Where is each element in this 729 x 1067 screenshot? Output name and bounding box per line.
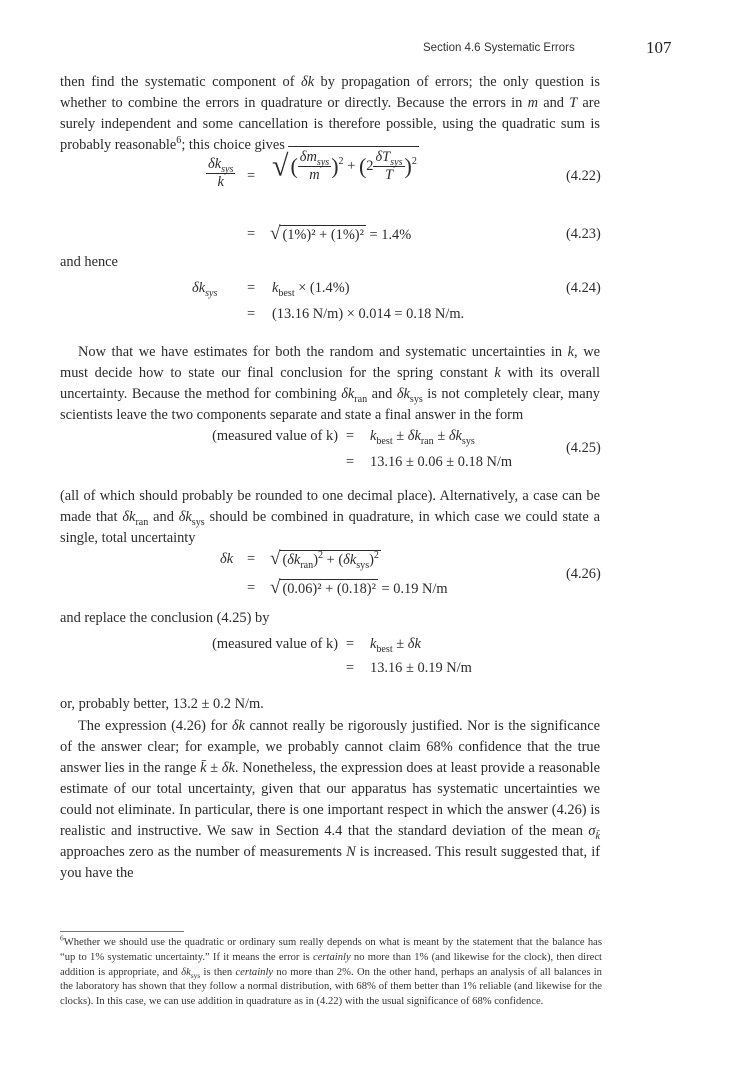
paragraph-intro: then find the systematic component of δk by propagation of errors; the only question is whether to combine the errors in quadrature or directly. Because the errors in m and T are surely independent and some cancellation is therefore possible, using the quadratic sum is probably reasonable$^6$; this choice gives <box>60 74 600 153</box>
equation-number: (4.25) <box>566 440 601 456</box>
equation-4-23: = √ (1%)² + (1%)² = 1.4% (4.23) <box>247 223 601 244</box>
footnote: $^6$Whether we should use the quadratic or ordinary sum really depends on what is meant by the statement that the balance has “up to 1% systematic uncertainty.” If it means the error is certainly no more than 1% (and likewise for the clock), then direct addition is appropriate, and $\delta k_{sys}$ is then certainly no more than 2%. On the other hand, perhaps an analysis of all balances in the laboratory has shown that they follow a normal distribution, with 68% of them better than 1% reliable (and likewise for the clocks). In this case, we can use addition in quadrature as in (4.22) with the usual significance of 68% confidence. <box>60 933 603 1008</box>
equation-4-22: $\frac{\delta k_{sys}}{k}$ = √( $\frac{\delta m_{sys}}{m}$ )$^2$ + (2 $\frac{\delta T_{sys}}{T}$ )$^2$ (4.22) <box>0 168 729 194</box>
equation-number: (4.26) <box>566 566 601 582</box>
page-number: 107 <box>646 38 672 57</box>
equation-4-26-continued: = √ (0.06)² + (0.18)² = 0.19 N/m <box>247 577 448 598</box>
equation-final-result-continued: = 13.16 ± 0.19 N/m <box>346 660 472 676</box>
paragraph-replace: and replace the conclusion (4.25) by <box>60 610 270 626</box>
section-number: Section 4.6 <box>423 42 481 54</box>
equation-4-26: δk = √ $(\delta k_{ran})^2 + (\delta k_{sys})^2$ <box>220 548 379 571</box>
equation-4-25-continued: = 13.16 ± 0.06 ± 0.18 N/m <box>346 454 513 470</box>
equation-4-24: $\delta k_{sys}$ = $k_{best} \times (1.4\%)$ (4.24) <box>192 280 601 299</box>
paragraph-rounded: or, probably better, 13.2 ± 0.2 N/m. <box>60 696 264 712</box>
section-title: Systematic Errors <box>484 42 575 54</box>
equation-number: (4.23) <box>566 226 601 242</box>
equation-number: (4.24) <box>566 280 601 296</box>
footnote-ref[interactable]: 6 <box>176 135 182 147</box>
paragraph-and-hence: and hence <box>60 254 118 270</box>
paragraph-final-conclusion: Now that we have estimates for both the random and systematic uncertainties in k, we must decide how to state our final conclusion for the spring constant k with its overall uncertainty. Because the method for combining $\delta k_{ran}$ and $\delta k_{sys}$ is not completely clear, many scientists leave the two components separate and state a final answer in the form <box>60 344 600 423</box>
equation-final-result: (measured value of k) = $k_{best} \pm \delta k$ <box>212 636 421 655</box>
footnote-divider <box>60 931 184 932</box>
paragraph-justification: The expression (4.26) for δk cannot really be rigorously justified. Nor is the significance of the answer clear; for example, we probably cannot claim 68% confidence that the true answer lies in the range k̄ ± δk. Nonetheless, the expression does at least provide a reasonable estimate of our total uncertainty, given that our apparatus has systematic uncertainties we could not eliminate. In particular, there is one important respect in which the answer (4.26) is realistic and instructive. We saw in Section 4.4 that the standard deviation of the mean $\sigma_{k̄}$ approaches zero as the number of measurements N is increased. This result suggested that, if you have the <box>60 718 601 881</box>
paragraph-alternatively: (all of which should probably be rounded to one decimal place). Alternatively, a case can be made that $\delta k_{ran}$ and $\delta k_{sys}$ should be combined in quadrature, in which case we could state a single, total uncertainty <box>60 488 600 546</box>
footnote-mark: 6 <box>60 933 64 943</box>
equation-4-25: (measured value of k) = $k_{best} \pm \delta k_{ran} \pm \delta k_{sys}$ <box>212 428 475 447</box>
equation-4-24-continued: = (13.16 N/m) × 0.014 = 0.18 N/m. <box>247 306 465 322</box>
running-header <box>0 38 729 62</box>
equation-number: (4.22) <box>566 168 601 184</box>
